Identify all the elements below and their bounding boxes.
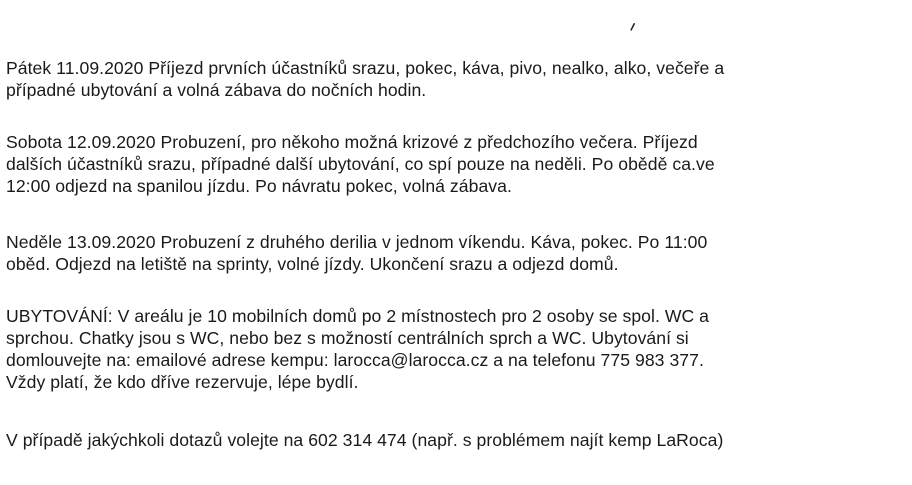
paragraph-saturday bbox=[6, 131, 715, 197]
text-line: oběd. Odjezd na letiště na sprinty, volné jízdy. Ukončení srazu a odjezd domů. bbox=[6, 254, 619, 274]
text-line: Pátek 11.09.2020 Příjezd prvních účastníků srazu, pokec, káva, pivo, nealko, alko, večeře a bbox=[6, 58, 725, 78]
text-line: případné ubytování a volná zábava do nočních hodin. bbox=[6, 80, 427, 100]
text-line: dalších účastníků srazu, případné další ubytování, co spí pouze na neděli. Po obědě ca.ve bbox=[6, 154, 715, 174]
paragraph-contact bbox=[6, 429, 723, 451]
text-line: 12:00 odjezd na spanilou jízdu. Po návratu pokec, volná zábava. bbox=[6, 176, 512, 196]
text-line: Vždy platí, že kdo dříve rezervuje, lépe bydlí. bbox=[6, 372, 359, 392]
paragraph-accommodation bbox=[6, 305, 709, 393]
text-line: V případě jakýchkoli dotazů volejte na 602 314 474 (např. s problémem najít kemp LaRoca) bbox=[6, 430, 724, 450]
paragraph-sunday bbox=[6, 231, 707, 275]
text-line: Sobota 12.09.2020 Probuzení, pro někoho možná krizové z předchozího večera. Příjezd bbox=[6, 132, 698, 152]
stray-pen-mark bbox=[630, 23, 635, 31]
text-line: domlouvejte na: emailové adrese kempu: larocca@larocca.cz a na telefonu 775 983 377. bbox=[6, 350, 704, 370]
text-line: sprchou. Chatky jsou s WC, nebo bez s možností centrálních sprch a WC. Ubytování si bbox=[6, 328, 689, 348]
text-line: Neděle 13.09.2020 Probuzení z druhého derilia v jednom víkendu. Káva, pokec. Po 11:00 bbox=[6, 232, 708, 252]
text-line: UBYTOVÁNÍ: V areálu je 10 mobilních domů po 2 místnostech pro 2 osoby se spol. WC a bbox=[6, 306, 710, 326]
paragraph-friday bbox=[6, 57, 724, 101]
